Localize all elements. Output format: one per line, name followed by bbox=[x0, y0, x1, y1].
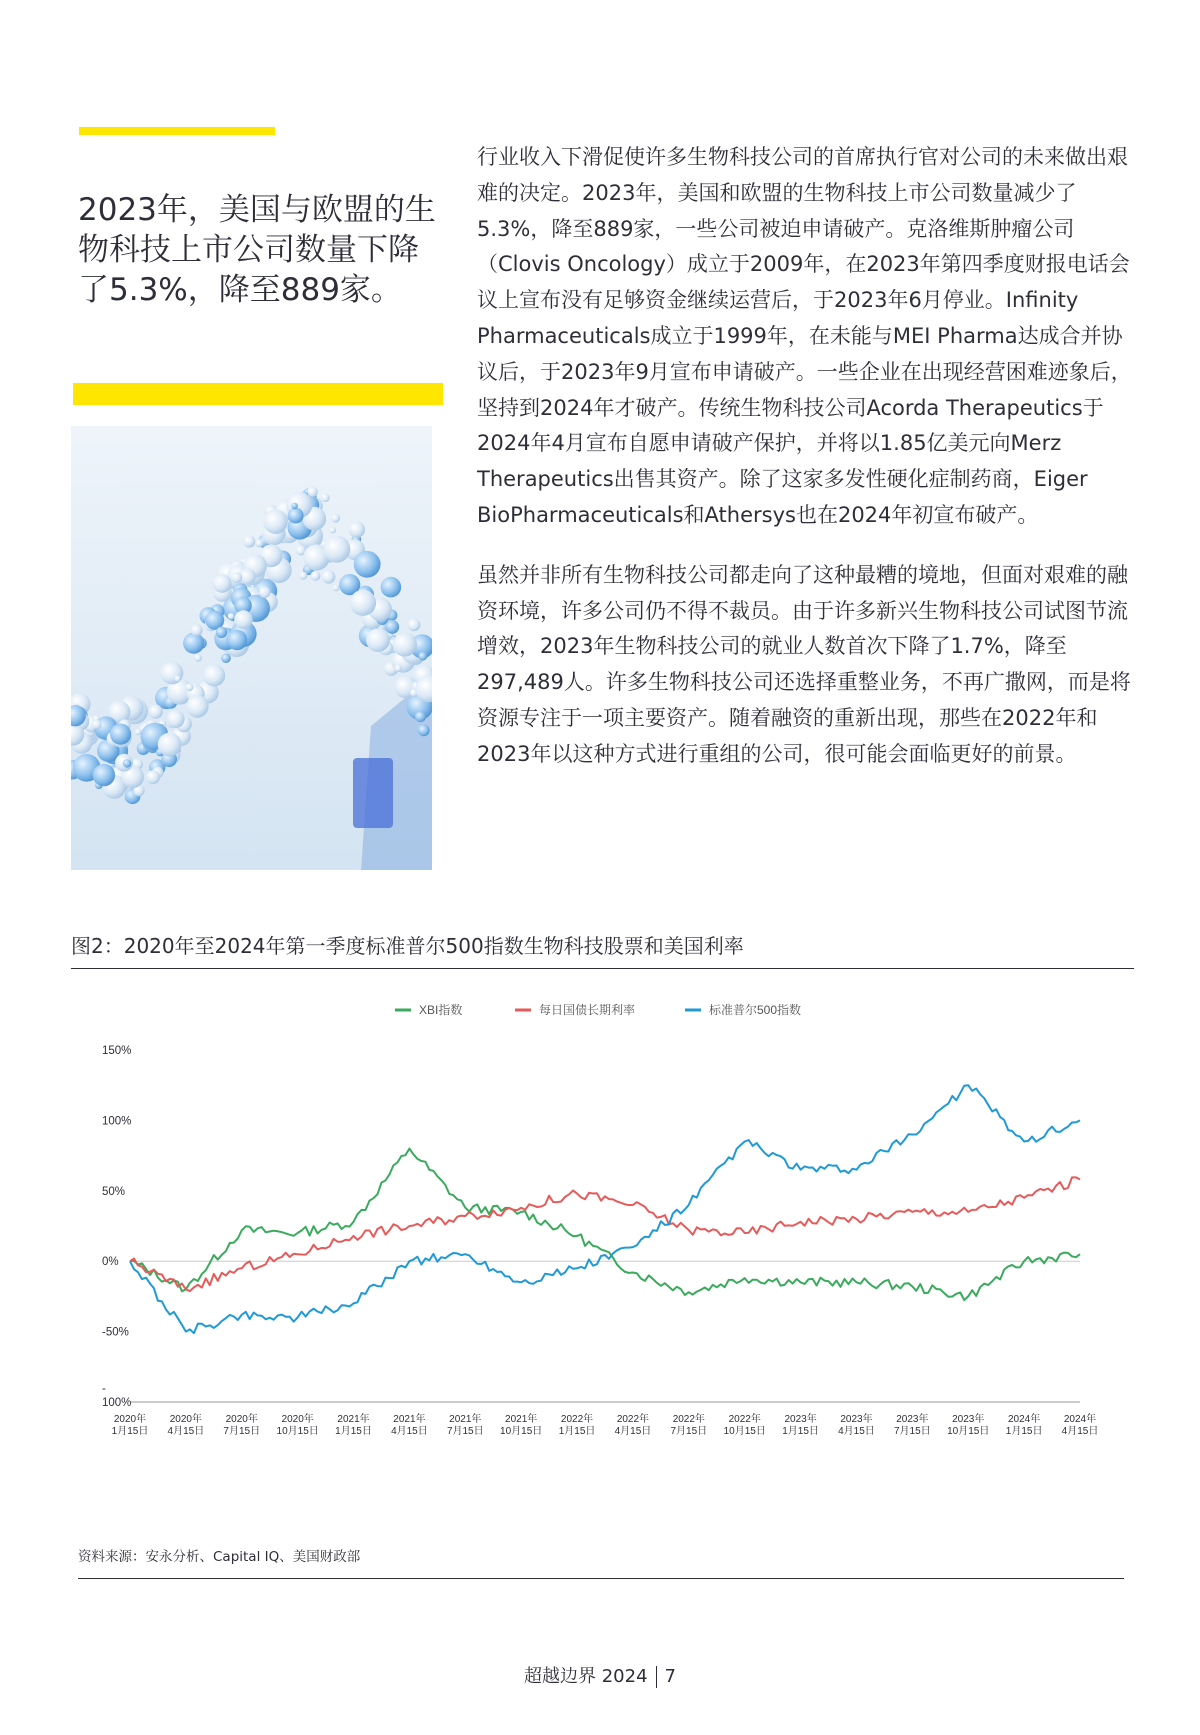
molecule-image bbox=[71, 426, 432, 870]
y-tick-label: - bbox=[102, 1383, 106, 1395]
sphere bbox=[331, 514, 340, 523]
sphere bbox=[234, 610, 253, 629]
x-tick-label: 2024年 bbox=[1063, 1414, 1097, 1425]
x-tick-label: 4月15日 bbox=[391, 1426, 428, 1437]
x-tick-label: 4月15日 bbox=[838, 1426, 875, 1437]
sphere bbox=[110, 724, 131, 745]
x-tick-label: 1月15日 bbox=[782, 1426, 819, 1437]
figure-rule-top bbox=[71, 968, 1134, 969]
sphere bbox=[322, 570, 336, 584]
sphere bbox=[394, 664, 402, 672]
sphere bbox=[135, 729, 142, 736]
sphere bbox=[161, 662, 184, 685]
x-tick-label: 2020年 bbox=[169, 1414, 203, 1425]
sphere bbox=[354, 551, 381, 578]
x-tick-label: 1月15日 bbox=[335, 1426, 372, 1437]
sphere bbox=[349, 521, 365, 537]
chart-legend bbox=[395, 1002, 801, 1017]
x-tick-label: 4月15日 bbox=[167, 1426, 205, 1437]
sphere bbox=[149, 705, 163, 719]
sphere bbox=[228, 613, 234, 619]
footer-separator bbox=[656, 1666, 657, 1688]
legend-label: 标准普尔500指数 bbox=[709, 1003, 802, 1017]
legend-label: XBI指数 bbox=[419, 1003, 463, 1017]
sphere bbox=[186, 695, 208, 717]
sphere bbox=[191, 624, 203, 636]
y-tick-label: 0% bbox=[102, 1256, 119, 1269]
sphere bbox=[146, 770, 160, 784]
accent-bar-top bbox=[79, 127, 275, 135]
series-line-1 bbox=[130, 1177, 1080, 1291]
x-tick-label: 2021年 bbox=[337, 1414, 370, 1425]
sphere bbox=[329, 527, 336, 534]
x-tick-label: 2022年 bbox=[560, 1414, 594, 1425]
paragraph-2: 虽然并非所有生物科技公司都走向了这种最糟的境地，但面对艰难的融资环境，许多公司仍不得不裁员。由于许多新兴生物科技公司试图节流增效，2023年生物科技公司的就业人数首次下降了1.7%，降至297,489人。许多生物科技公司还选择重整业务，不再广撒网，而是将资源专注于一项主要资产。随着融资的重新出现，那些在2022年和2023年以这种方式进行重组的公司，很可能会面临更好的前景。 bbox=[477, 562, 1131, 766]
sphere bbox=[221, 653, 231, 663]
sphere bbox=[227, 630, 247, 650]
source-note: 资料来源：安永分析、Capital IQ、美国财政部 bbox=[78, 1549, 361, 1565]
x-tick-label: 2020年 bbox=[113, 1414, 147, 1425]
x-tick-label: 10月15日 bbox=[500, 1426, 543, 1437]
x-tick-label: 2022年 bbox=[728, 1414, 761, 1425]
x-tick-label: 2022年 bbox=[616, 1414, 650, 1425]
sphere bbox=[259, 587, 271, 599]
sphere bbox=[321, 493, 330, 502]
sphere bbox=[393, 632, 417, 656]
y-tick-label: 150% bbox=[102, 1045, 132, 1057]
sphere bbox=[310, 571, 320, 581]
sphere bbox=[299, 572, 307, 580]
x-tick-label: 10月15日 bbox=[276, 1426, 319, 1437]
x-tick-label: 2024年 bbox=[1007, 1414, 1041, 1425]
x-tick-label: 2020年 bbox=[225, 1414, 258, 1425]
x-tick-label: 2022年 bbox=[672, 1414, 705, 1425]
x-tick-label: 4月15日 bbox=[1061, 1426, 1099, 1437]
x-tick-label: 7月15日 bbox=[894, 1426, 931, 1437]
sphere bbox=[381, 577, 402, 598]
sphere bbox=[255, 539, 263, 547]
sphere bbox=[186, 683, 194, 691]
sphere bbox=[418, 652, 427, 661]
sphere bbox=[231, 572, 242, 583]
y-tick-label: 100% bbox=[102, 1115, 132, 1128]
sphere bbox=[213, 574, 232, 593]
x-tick-label: 2020年 bbox=[281, 1414, 314, 1425]
x-tick-label: 1月15日 bbox=[1005, 1426, 1043, 1437]
sphere bbox=[333, 584, 340, 591]
sphere bbox=[418, 724, 430, 736]
sphere bbox=[93, 764, 115, 786]
legend-label: 每日国债长期利率 bbox=[539, 1003, 636, 1017]
x-tick-label: 4月15日 bbox=[614, 1426, 652, 1437]
sphere bbox=[216, 627, 227, 638]
x-tick-label: 2023年 bbox=[952, 1414, 985, 1425]
paragraph-1: 行业收入下滑促使许多生物科技公司的首席执行官对公司的未来做出艰难的决定。2023年，美国和欧盟的生物科技上市公司数量减少了5.3%，降至889家，一些公司被迫申请破产。克洛维斯肿瘤公司（Clovis Oncology）成立于2009年，在2023年第四季度财报电话会议上宣布没有足够资金继续运营后，于2023年6月停业。Infinity Pharmaceuticals成立于1999年，在未能与MEI Pharma达成合并协议后，于2023年9月宣布申请破产。一些企业在出现经营困难迹象后，坚持到2024年才破产。传统生物科技公司Acorda Therapeutics于2024年4月宣布自愿申请破产保护，并将以1.85亿美元向Merz Therapeutics出售其资产。除了这家多发性硬化症制药商，Eiger BioPharmaceuticals和Athersys也在2024年初宣布破产。 bbox=[477, 145, 1132, 527]
figure-rule-bottom bbox=[78, 1578, 1124, 1579]
body-text bbox=[477, 140, 1132, 797]
x-tick-label: 7月15日 bbox=[670, 1426, 708, 1437]
sphere bbox=[167, 710, 185, 728]
sphere bbox=[194, 654, 202, 662]
sphere bbox=[158, 733, 182, 757]
sphere bbox=[307, 487, 317, 497]
sphere bbox=[415, 711, 426, 722]
sphere bbox=[183, 633, 204, 654]
sphere bbox=[92, 720, 101, 729]
x-tick-label: 7月15日 bbox=[446, 1426, 484, 1437]
figure-title: 图2：2020年至2024年第一季度标准普尔500指数生物科技股票和美国利率 bbox=[71, 934, 744, 958]
x-tick-label: 2023年 bbox=[784, 1414, 817, 1425]
series-line-0 bbox=[130, 1149, 1080, 1301]
sphere bbox=[288, 508, 304, 524]
sphere bbox=[366, 628, 390, 652]
page-number: 7 bbox=[664, 1666, 676, 1687]
sphere bbox=[350, 590, 376, 616]
sphere bbox=[407, 618, 420, 631]
x-tick-label: 7月15日 bbox=[223, 1426, 261, 1437]
accent-bar-image bbox=[73, 383, 443, 405]
sphere bbox=[175, 676, 181, 682]
x-tick-label: 2023年 bbox=[896, 1414, 929, 1425]
sphere bbox=[291, 503, 298, 510]
y-tick-label: 50% bbox=[102, 1185, 126, 1198]
x-tick-label: 10月15日 bbox=[947, 1426, 990, 1437]
sphere bbox=[123, 759, 131, 767]
sphere bbox=[243, 535, 255, 547]
x-tick-label: 2021年 bbox=[393, 1414, 426, 1425]
y-tick-label: -50% bbox=[102, 1326, 129, 1339]
sphere bbox=[323, 536, 350, 563]
sphere bbox=[385, 620, 399, 634]
sphere bbox=[203, 665, 225, 687]
series-line-2 bbox=[130, 1085, 1080, 1333]
x-tick-label: 2023年 bbox=[840, 1414, 873, 1425]
x-tick-label: 10月15日 bbox=[723, 1426, 766, 1437]
publication-name: 超越边界 2024 bbox=[524, 1666, 648, 1687]
line-chart bbox=[60, 990, 1140, 1530]
x-tick-label: 2021年 bbox=[505, 1414, 538, 1425]
headline: 2023年，美国与欧盟的生物科技上市公司数量下降了5.3%，降至889家。 bbox=[78, 192, 436, 308]
x-tick-label: 1月15日 bbox=[111, 1426, 149, 1437]
x-tick-label: 1月15日 bbox=[558, 1426, 596, 1437]
x-tick-label: 2021年 bbox=[449, 1414, 482, 1425]
sphere bbox=[263, 510, 287, 534]
page-footer bbox=[0, 1662, 1200, 1688]
y-tick-label: 100% bbox=[102, 1397, 132, 1409]
